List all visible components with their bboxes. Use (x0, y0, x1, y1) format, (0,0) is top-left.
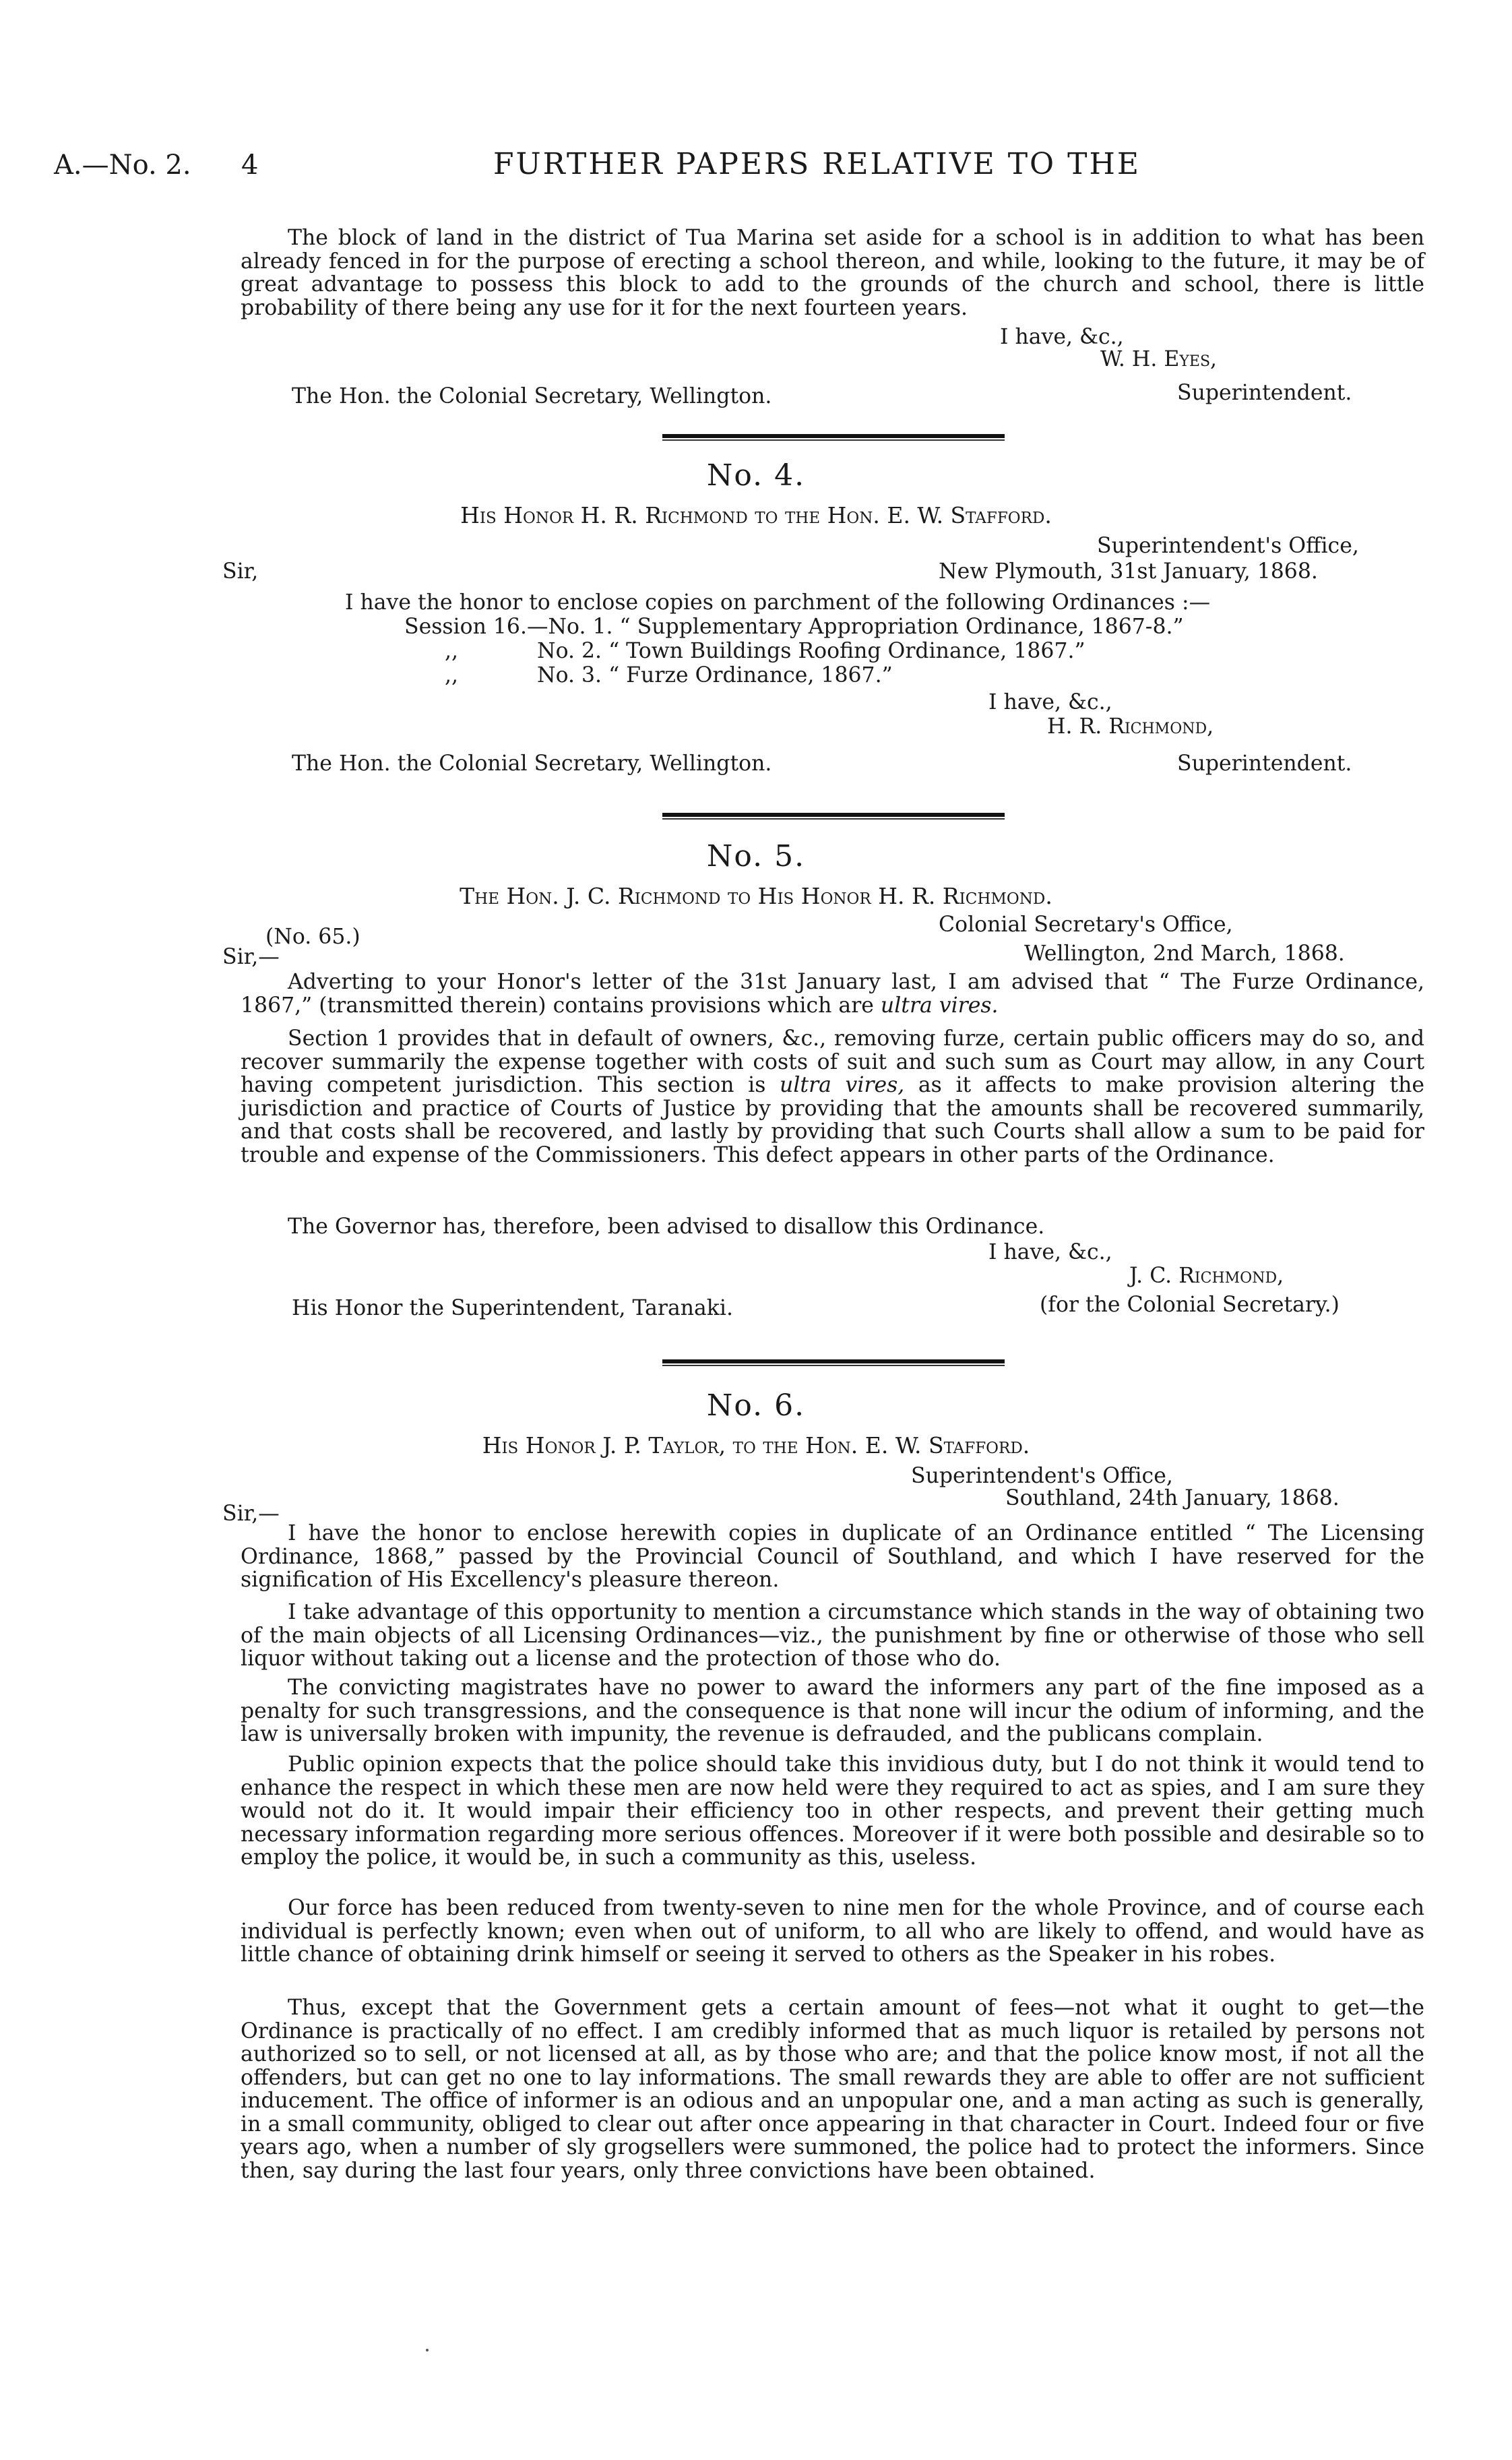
divider-rule (662, 813, 1005, 817)
letter-salutation: Sir, (222, 559, 259, 584)
letter-salutation: Sir,— (222, 945, 280, 969)
intro-signatory-title: Superintendent. (1177, 381, 1352, 405)
letter-heading: The Hon. J. C. Richmond to His Honor H. R. Richmond. (460, 883, 1052, 909)
letter-paragraph: The convicting magistrates have no power to award the informers any part of the fine imposed as a penalty for such transgressions, and the consequence is that none will incur the odium of informing, and the law is universally broken with impunity, the revenue is defrauded, and the publicans complain. (241, 1675, 1424, 1746)
running-title: FURTHER PAPERS RELATIVE TO THE (493, 147, 1141, 181)
ordinance-item: No. 2. “ Town Buildings Roofing Ordinance, 1867.” (537, 639, 1085, 663)
letter-paragraph: I have the honor to enclose herewith copies in duplicate of an Ordinance entitled “ The Licensing Ordinance, 1868,” passed by the Provincial Council of Southland, and which I have reserved for the signification of His Excellency's pleasure thereon. (241, 1521, 1424, 1592)
ordinance-item: ,, (445, 663, 459, 687)
ordinance-item: No. 3. “ Furze Ordinance, 1867.” (537, 663, 893, 687)
letter-place-date: New Plymouth, 31st January, 1868. (939, 559, 1318, 584)
intro-closing: I have, &c., (1000, 325, 1124, 349)
letter-heading: His Honor J. P. Taylor, to the Hon. E. W. Stafford. (482, 1432, 1030, 1458)
letter-salutation: Sir,— (222, 1502, 280, 1526)
letter-paragraph: Thus, except that the Government gets a certain amount of fees—not what it ought to get—the Ordinance is practically of no effect. I am credibly informed that as much liquor is retailed by persons not authorized so to sell, or not licensed at all, as by those who are; and that the police know most, if not all the offenders, but can get no one to lay informations. The small rewards they are able to offer are not sufficient inducement. The office of informer is an odious and an unpopular one, and a man acting as such is generally, in a small community, obliged to clear out after once appearing in that character in Court. Indeed four or five years ago, when a number of sly grogsellers were summoned, the police had to protect the informers. Since then, say during the last four years, only three convictions have been obtained. (241, 1996, 1424, 2183)
letter-signatory: J. C. Richmond, (1129, 1264, 1284, 1288)
page-number: 4 (241, 150, 259, 181)
intro-paragraph: The block of land in the district of Tua Marina set aside for a school is in addition to what has been already fenced in for the purpose of erecting a school thereon, and while, looking to the future, it may be of great advantage to possess this block to add to the grounds of the church and school, there is little probability of there being any use for it for the next fourteen years. (241, 226, 1424, 320)
divider-rule (662, 1359, 1005, 1363)
letter-signatory-title: (for the Colonial Secretary.) (1040, 1293, 1340, 1317)
letter-addressee: The Hon. the Colonial Secretary, Wellington. (292, 751, 772, 776)
letter-signatory: H. R. Richmond, (1047, 714, 1214, 739)
letter-signatory-title: Superintendent. (1177, 751, 1352, 776)
document-number: No. 6. (706, 1388, 806, 1423)
letter-place-date: Wellington, 2nd March, 1868. (1024, 942, 1345, 966)
ordinance-item: Session 16.—No. 1. “ Supplementary Appropriation Ordinance, 1867-8.” (404, 615, 1184, 639)
divider-rule (662, 434, 1005, 438)
document-number: No. 4. (706, 458, 806, 493)
letter-reference: (No. 65.) (265, 925, 360, 949)
letter-office: Superintendent's Office, (1097, 534, 1359, 558)
letter-office: Superintendent's Office, (911, 1464, 1173, 1488)
letter-paragraph: Adverting to your Honor's letter of the 31st January last, I am advised that “ The Furze Ordinance, 1867,” (transmitted therein) contains provisions which are ultra vires. (241, 970, 1424, 1018)
letter-paragraph: Section 1 provides that in default of owners, &c., removing furze, certain public officers may do so, and recover summarily the expense together with costs of suit and such sum as Court may allow, in any Court having competent jurisdiction. This section is ultra vires, as it affects to make provision altering the jurisdiction and practice of Courts of Justice by providing that the amounts shall be recovered summarily, and that costs shall be recovered, and lastly by providing that such Courts shall allow a sum to be paid for trouble and expense of the Commissioners. This defect appears in other parts of the Ordinance. (241, 1026, 1425, 1167)
letter-addressee: His Honor the Superintendent, Taranaki. (292, 1296, 733, 1320)
intro-signatory: W. H. Eyes, (1100, 347, 1218, 371)
letter-closing: I have, &c., (988, 690, 1112, 714)
letter-closing: I have, &c., (988, 1240, 1112, 1264)
letter-paragraph: Public opinion expects that the police should take this invidious duty, but I do not think it would tend to enhance the respect in which these men are now held were they required to act as spies, and I am sure they would not do it. It would impair their efficiency too in other respects, and prevent their getting much necessary information regarding more serious offences. Moreover if it were both possible and desirable so to employ the police, it would be, in such a community as this, useless. (241, 1752, 1424, 1870)
doc-reference: A.—No. 2. (54, 150, 191, 181)
letter-body: I have the honor to enclose copies on parchment of the following Ordinances :— (345, 590, 1211, 615)
ordinance-item: ,, (445, 639, 459, 663)
letter-place-date: Southland, 24th January, 1868. (1005, 1486, 1340, 1510)
letter-paragraph: Our force has been reduced from twenty-seven to nine men for the whole Province, and of course each individual is perfectly known; even when out of uniform, to all who are likely to offend, and would have as little chance of obtaining drink himself or seeing it served to others as the Speaker in his robes. (241, 1896, 1424, 1967)
letter-paragraph: The Governor has, therefore, been advised to disallow this Ordinance. (288, 1214, 1045, 1239)
document-number: No. 5. (706, 839, 806, 873)
intro-addressee: The Hon. the Colonial Secretary, Wellington. (292, 384, 772, 408)
page-speck (426, 2349, 429, 2351)
letter-heading: His Honor H. R. Richmond to the Hon. E. W. Stafford. (460, 502, 1052, 528)
letter-paragraph: I take advantage of this opportunity to mention a circumstance which stands in the way of obtaining two of the main objects of all Licensing Ordinances—viz., the punishment by fine or otherwise of those who sell liquor without taking out a license and the protection of those who do. (241, 1600, 1424, 1671)
letter-office: Colonial Secretary's Office, (939, 913, 1233, 937)
